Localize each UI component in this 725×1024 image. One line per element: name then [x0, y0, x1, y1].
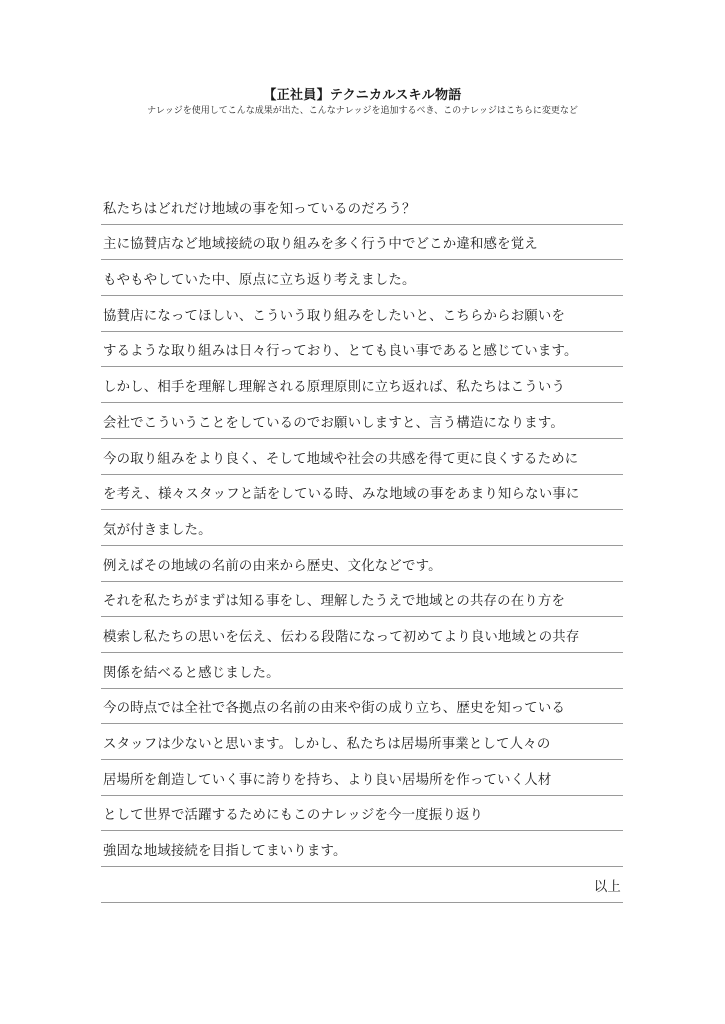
title-text: テクニカルスキル物語	[329, 88, 462, 103]
document-title	[0, 88, 725, 104]
line-text: 今の時点では全社で各拠点の名前の由来や街の成り立ち、歴史を知っている	[103, 701, 566, 717]
line-text: 居場所を創造していく事に誇りを持ち、より良い居場所を作っていく人材	[103, 772, 552, 788]
line-text: するような取り組みは日々行っており、とても良い事であると感じています。	[103, 344, 578, 360]
text-line	[101, 296, 623, 332]
text-line	[101, 225, 623, 261]
line-text: 例えばその地域の名前の由来から歴史、文化などです。	[103, 558, 442, 574]
line-text: スタッフは少ないと思います。しかし、私たちは居場所事業として人々の	[103, 737, 551, 752]
closing-text: 以上	[593, 879, 621, 895]
text-line	[101, 617, 623, 653]
document-header	[0, 88, 725, 117]
text-line	[101, 796, 623, 832]
text-line	[101, 831, 623, 867]
line-text: 気が付きました。	[103, 522, 212, 538]
line-text: 強固な地域接続を目指してまいります。	[103, 844, 347, 860]
line-text: それを私たちがまずは知る事をし、理解したうえで地域との共存の在り方を	[103, 594, 566, 610]
text-line	[101, 439, 623, 475]
text-line	[101, 582, 623, 618]
closing-line	[101, 867, 623, 903]
text-line	[101, 332, 623, 368]
ruled-body	[101, 189, 623, 903]
text-line	[101, 724, 623, 760]
text-line	[101, 403, 623, 439]
line-text: として世界で活躍するためにもこのナレッジを今一度振り返り	[103, 808, 484, 824]
text-line	[101, 760, 623, 796]
text-line	[101, 653, 623, 689]
text-line	[101, 546, 623, 582]
text-line	[101, 510, 623, 546]
document-subtitle: ナレッジを使用してこんな成果が出た、こんなナレッジを追加するべき、このナレッジはこちらに変更など	[147, 106, 578, 116]
line-text: もやもやしていた中、原点に立ち返り考えました。	[103, 273, 416, 289]
text-line	[101, 475, 623, 511]
line-text: を考え、様々スタッフと話をしている時、みな地域の事をあまり知らない事に	[103, 487, 580, 503]
line-text: 模索し私たちの思いを伝え、伝わる段階になって初めてより良い地域との共存	[103, 629, 580, 645]
line-text: しかし、相手を理解し理解される原理原則に立ち返れば、私たちはこういう	[103, 380, 566, 396]
line-text: 今の取り組みをより良く、そして地域や社会の共感を得て更に良くするために	[103, 451, 579, 467]
text-line	[101, 189, 623, 225]
title-category: 【正社員】	[263, 88, 330, 103]
text-line	[101, 367, 623, 403]
text-line	[101, 689, 623, 725]
line-text: 主に協賛店など地域接続の取り組みを多く行う中でどこか違和感を覚え	[103, 237, 538, 253]
line-text: 私たちはどれだけ地域の事を知っているのだろう？	[103, 201, 416, 217]
line-text: 会社でこういうことをしているのでお願いしますと、言う構造になります。	[103, 415, 565, 431]
text-line	[101, 260, 623, 296]
line-text: 関係を結べると感じました。	[103, 665, 280, 681]
line-text: 協賛店になってほしい、こういう取り組みをしたいと、こちらからお願いを	[103, 308, 566, 324]
